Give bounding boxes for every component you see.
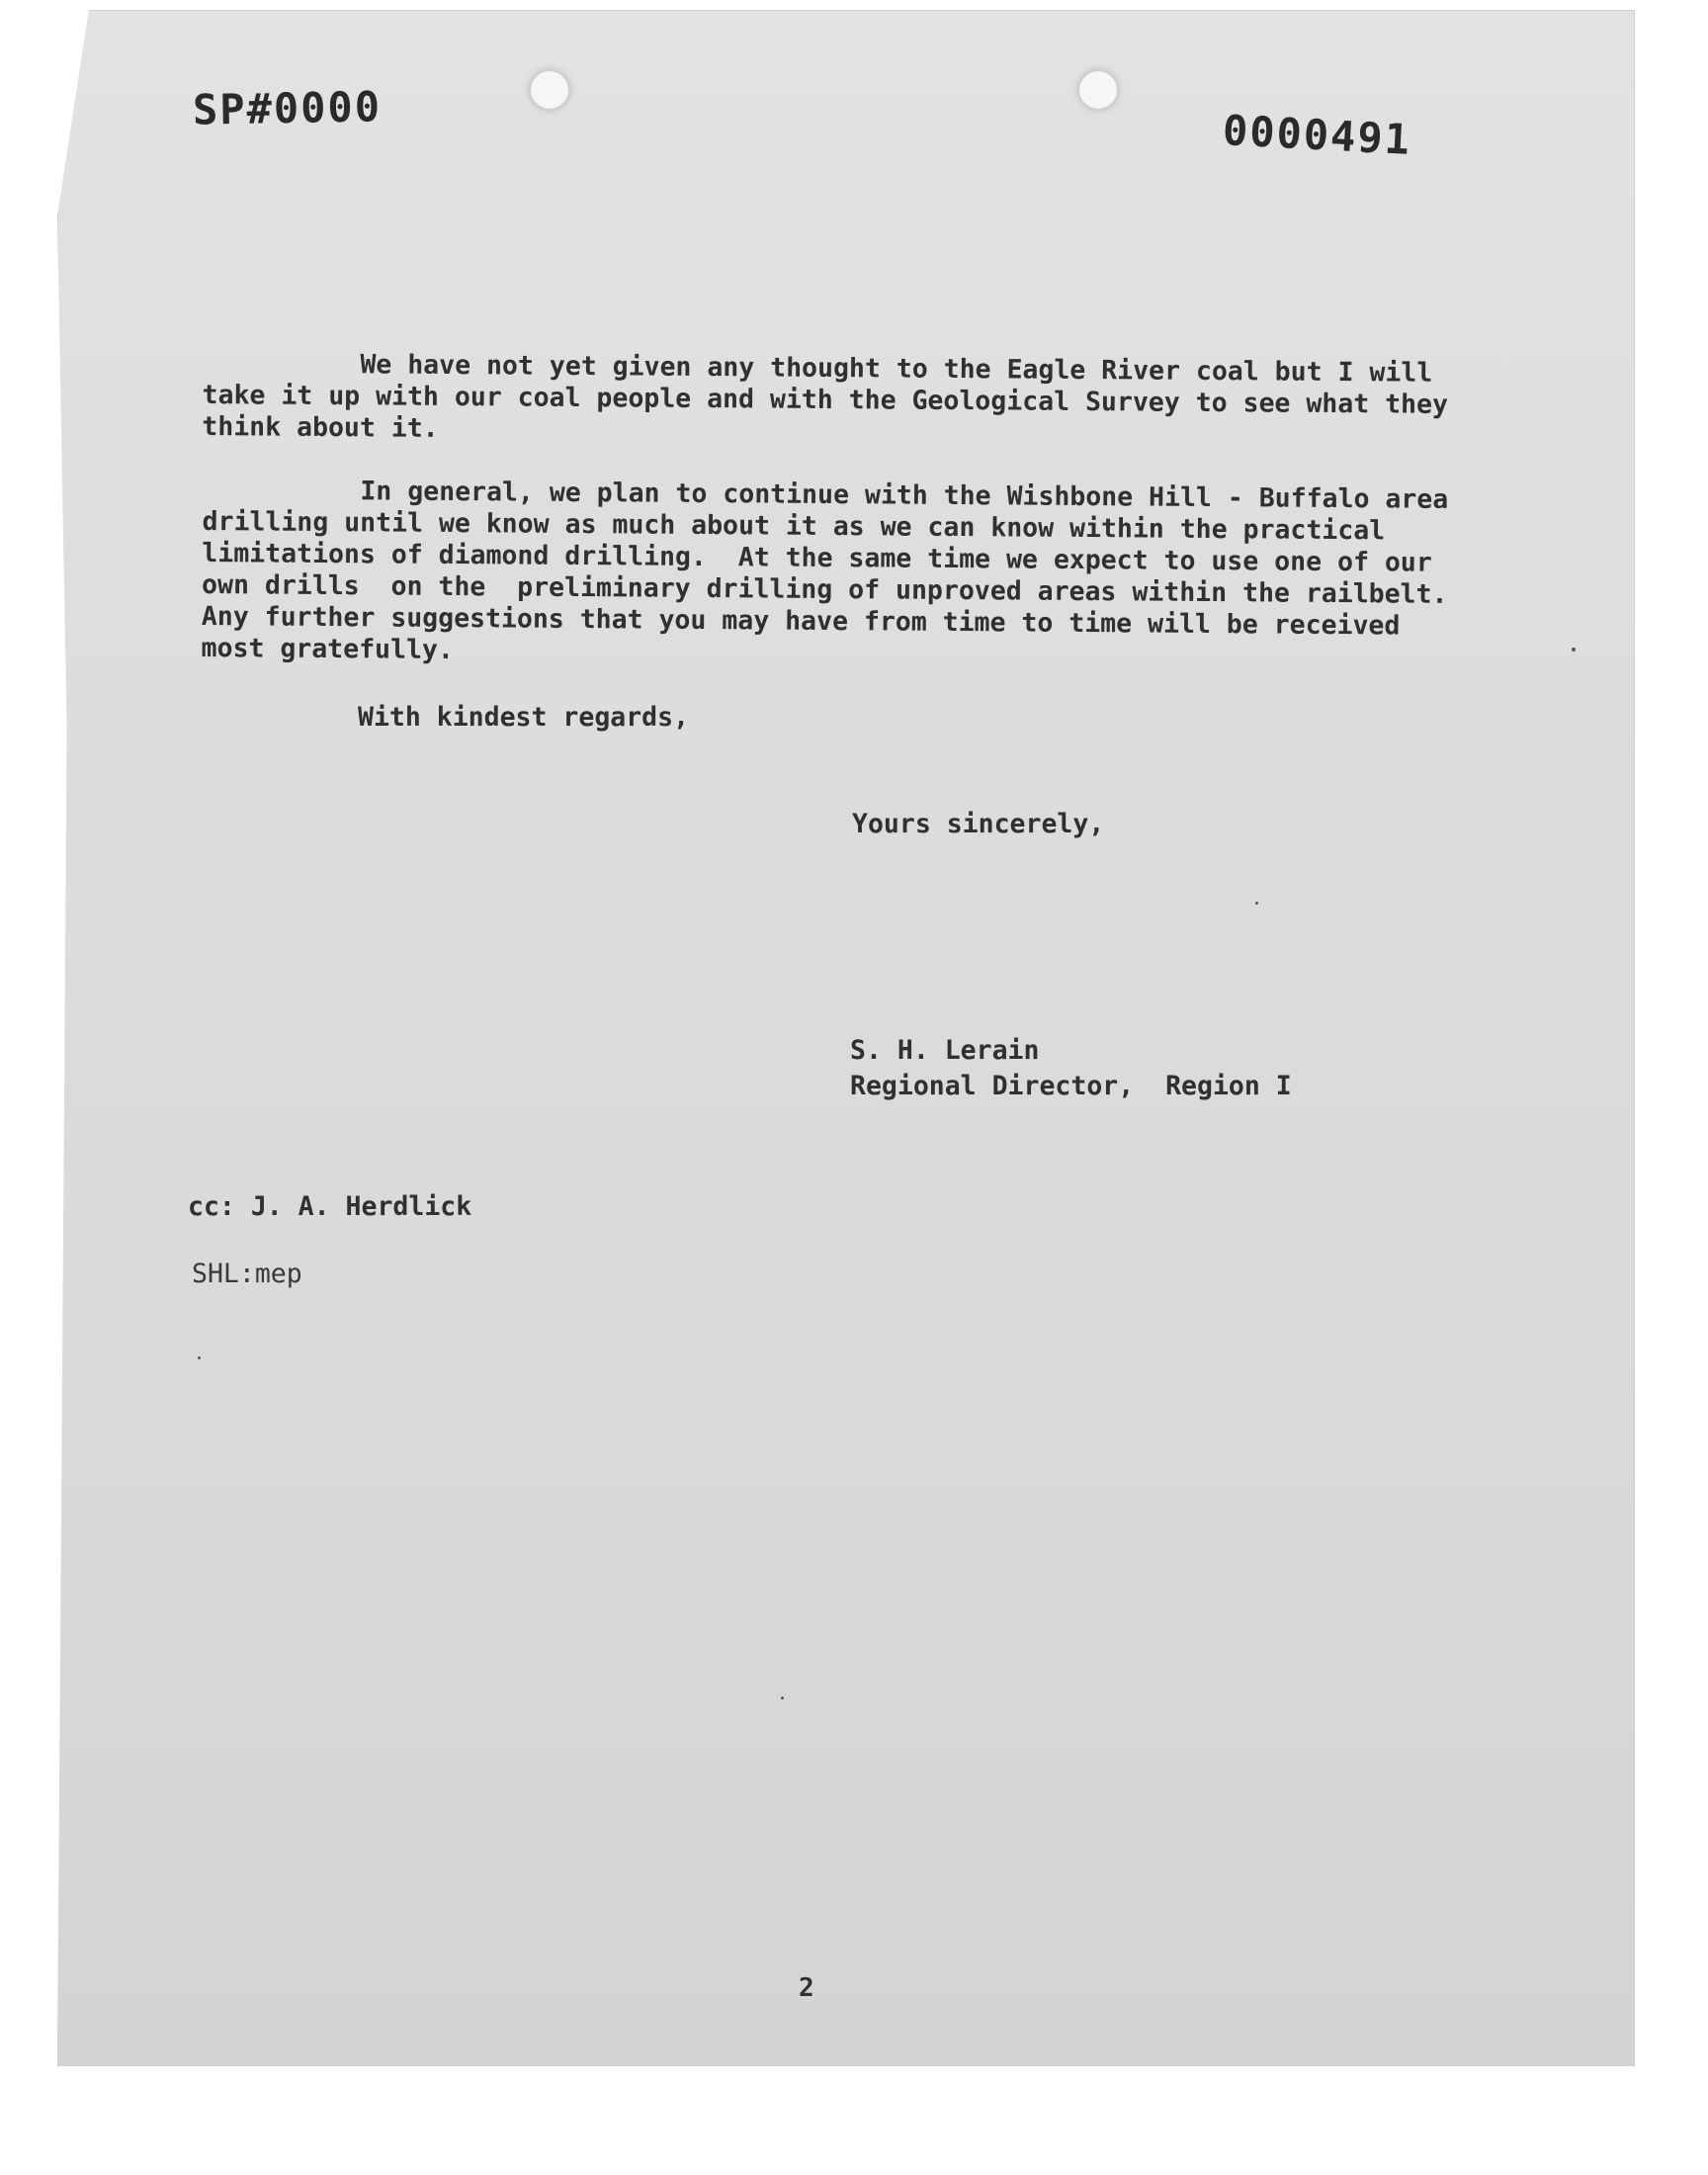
signer-name: S. H. Lerain [850,1035,1040,1066]
scan-speck [781,1696,784,1699]
closing-regards: With kindest regards, [358,702,690,733]
stamp-code: SP#0000 [192,82,383,134]
punch-hole-right [1079,71,1117,109]
signer-title: Regional Director, Region I [850,1071,1292,1101]
scan-speck [198,1356,201,1359]
scan-speck [1255,902,1258,905]
stamp-page-number: 0000491 [1221,106,1413,164]
punch-hole-left [531,71,568,109]
paragraph-eagle-river: We have not yet given any thought to the Eagle River coal but I will take it up with our coal people and with the Geological Survey to see what they think about it. [202,348,1449,444]
paragraph-drilling-plans: In general, we plan to continue with the Wishbone Hill - Buffalo area drilling until we know as much about it as we can know within the practical limitations of diamond drilling. At the same time we expect to use one of our own drills on the preliminary drilling of unproved areas within the railbelt. Any further suggestions that you may have from time to time will be received most gratefully. [201,475,1449,665]
carbon-copy-line: cc: J. A. Herdlick [188,1191,472,1222]
page-number: 2 [799,1973,814,2003]
typist-initials: SHL:mep [192,1259,302,1289]
signoff: Yours sincerely, [852,809,1105,839]
scan-speck [1572,648,1576,652]
document-page [57,10,1635,2066]
